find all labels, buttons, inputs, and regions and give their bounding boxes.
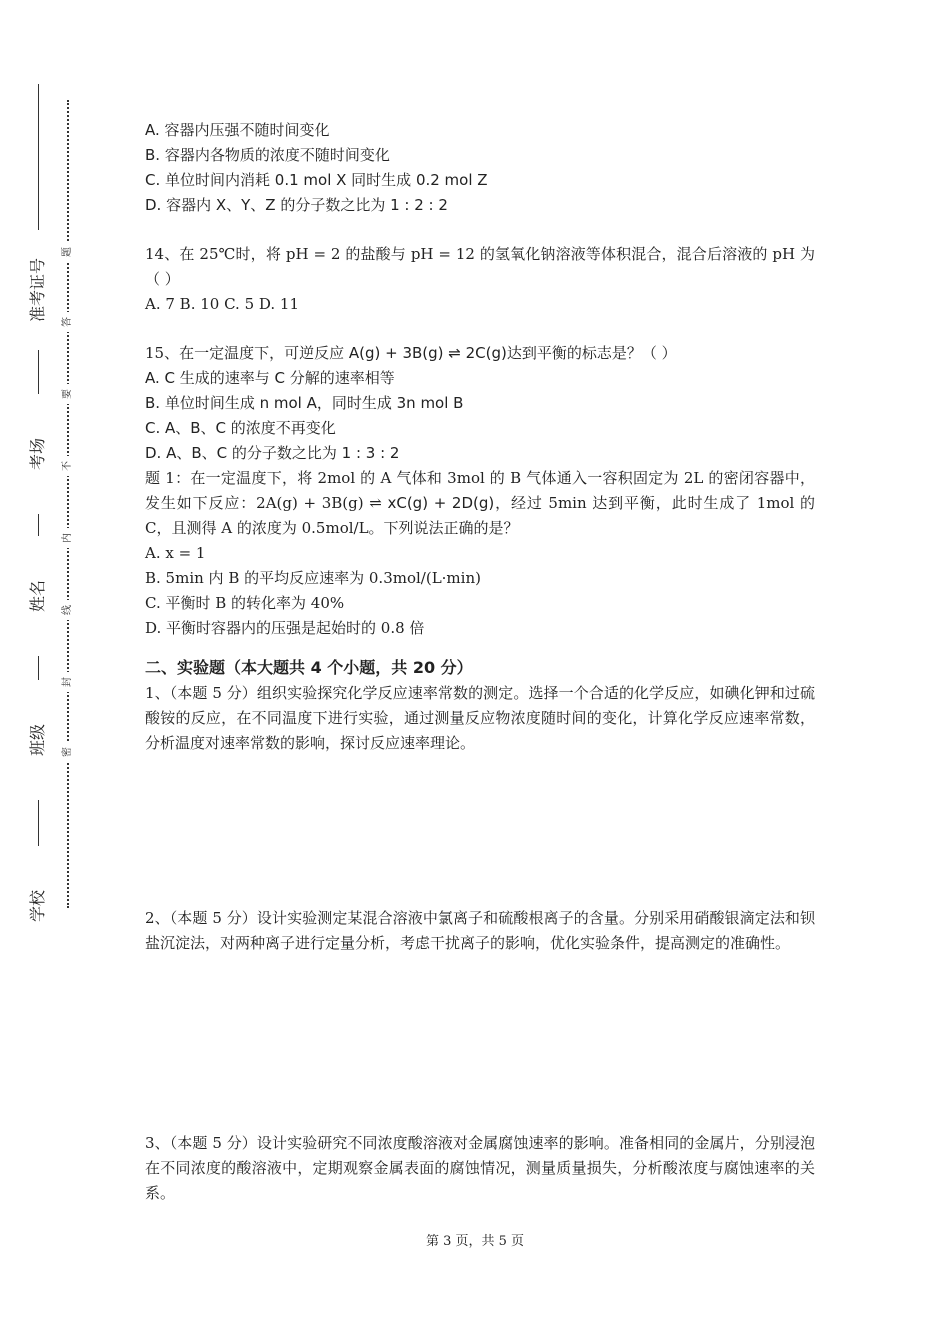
option-c: C. 单位时间内消耗 0.1 mol X 同时生成 0.2 mol Z <box>145 171 488 189</box>
seal-char: 线 <box>61 600 75 620</box>
question-14 <box>145 242 815 317</box>
seal-char: 题 <box>61 242 75 262</box>
q13-options <box>145 118 815 218</box>
seal-char: 答 <box>61 312 75 332</box>
problem-1 <box>145 466 815 641</box>
seal-char: 要 <box>61 384 75 404</box>
experiment-question-3: 3、（本题 5 分）设计实验研究不同浓度酸溶液对金属腐蚀速率的影响。准备相同的金属片，分别浸泡在不同浓度的酸溶液中，定期观察金属表面的腐蚀情况，测量质量损失，分析酸浓度与腐蚀速率的关系。 <box>145 1134 815 1202</box>
experiment-question-2: 2、（本题 5 分）设计实验测定某混合溶液中氯离子和硫酸根离子的含量。分别采用硝酸银滴定法和钡盐沉淀法，对两种离子进行定量分析，考虑干扰离子的影响，优化实验条件，提高测定的准确性。 <box>145 909 815 952</box>
seal-char: 密 <box>61 742 75 762</box>
q14-stem: 14、在 25℃时，将 pH = 2 的盐酸与 pH = 12 的氢氧化钠溶液等体积混合，混合后溶液的 pH 为（ ） <box>145 245 815 288</box>
binding-margin <box>0 0 90 1344</box>
seal-char: 封 <box>61 672 75 692</box>
option-a: A. x = 1 <box>145 544 206 562</box>
option-a: A. C 生成的速率与 C 分解的速率相等 <box>145 369 395 387</box>
q15-stem <box>145 341 815 366</box>
question-15 <box>145 341 815 466</box>
q15-equation: A(g) + 3B(g) ⇌ 2C(g) <box>348 344 507 362</box>
q15-stem-suffix: 达到平衡的标志是？（ ） <box>506 344 677 362</box>
experiment-question-1: 1、（本题 5 分）组织实验探究化学反应速率常数的测定。选择一个合适的化学反应，如碘化钾和过硫酸铵的反应，在不同温度下进行实验，通过测量反应物浓度随时间的变化，计算化学反应速率常数，分析温度对速率常数的影响，探讨反应速率理论。 <box>145 684 815 752</box>
label-school: 学校 <box>28 846 48 966</box>
page-footer: 第 3 页，共 5 页 <box>425 1234 525 1249</box>
option-d: D. 容器内 X、Y、Z 的分子数之比为 1 : 2 : 2 <box>145 196 448 214</box>
option-c: C. A、B、C 的浓度不再变化 <box>145 419 336 437</box>
problem1-stem-part1: 题 1：在一定温度下，将 2mol 的 A 气体和 3mol 的 B 气体通入一容积固定为 2L 的密闭容器中，发生如下反应：2A(g) + 3B(g) ⇌ <box>145 469 815 512</box>
seal-dotted-line <box>67 100 69 908</box>
option-b: B. 容器内各物质的浓度不随时间变化 <box>145 146 390 164</box>
problem1-equation: xC(g) + 2D(g) <box>387 494 495 512</box>
option-b: B. 5min 内 B 的平均反应速率为 0.3mol/(L·min) <box>145 569 481 587</box>
problem1-stem <box>145 466 815 541</box>
seal-char: 内 <box>61 528 75 548</box>
exam-content <box>145 118 815 1206</box>
option-d: D. A、B、C 的分子数之比为 1 : 3 : 2 <box>145 444 400 462</box>
label-name: 姓名 <box>28 536 48 656</box>
option-d: D. 平衡时容器内的压强是起始时的 0.8 倍 <box>145 619 425 637</box>
option-b: B. 单位时间生成 n mol A，同时生成 3n mol B <box>145 394 464 412</box>
q14-options: A. 7 B. 10 C. 5 D. 11 <box>145 295 299 313</box>
label-exam-number: 准考证号 <box>28 230 48 350</box>
option-a: A. 容器内压强不随时间变化 <box>145 121 330 139</box>
option-c: C. 平衡时 B 的转化率为 40% <box>145 594 345 612</box>
seal-char: 不 <box>61 456 75 476</box>
label-exam-room: 考场 <box>28 394 48 514</box>
section-heading: 二、实验题（本大题共 4 个小题，共 20 分） <box>145 658 473 677</box>
label-class: 班级 <box>28 680 48 800</box>
q15-stem-prefix: 15、在一定温度下，可逆反应 <box>145 344 349 362</box>
problem1-stem-part2: ，经过 5min 达到平衡，此时生成了 1mol 的 C，且测得 A 的浓度为 0.5mol/L。下列说法正确的是？ <box>145 494 815 537</box>
